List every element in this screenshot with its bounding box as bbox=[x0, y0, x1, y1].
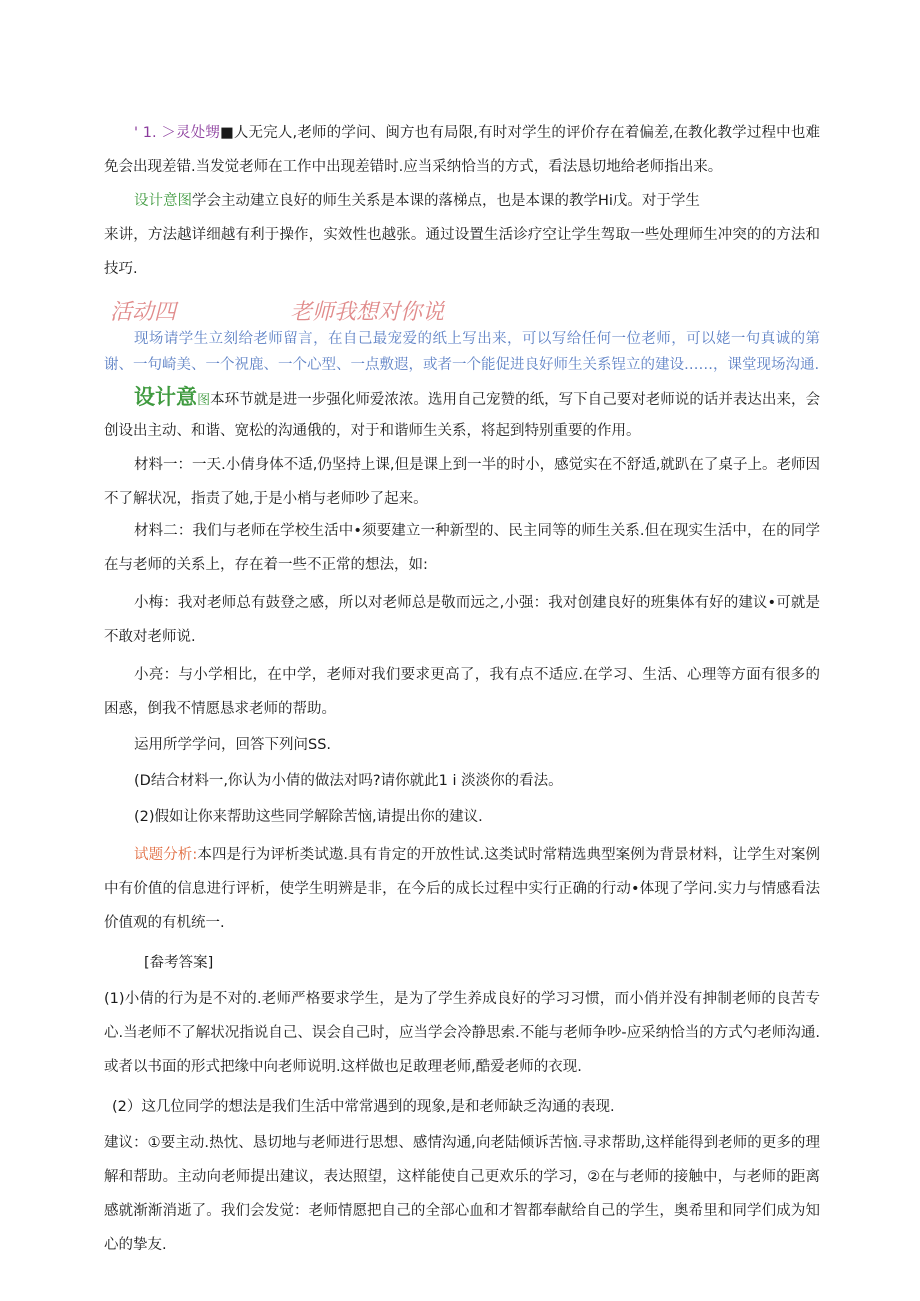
design-intent-1-line1 bbox=[104, 184, 820, 218]
design-intent-2-text: 本环节就是进一步强化师爱浓浓。选用自己宠赞的纸，写下自己要对老师说的话并表达出来，会创设出主动、和谐、宽松的沟通俄的，对于和谐师生关系，将起到特别重要的作用。 bbox=[104, 392, 821, 439]
design-intent-1-label: 设计意图 bbox=[134, 193, 192, 209]
design-intent-2-label-big: 设计意 bbox=[134, 385, 198, 409]
material-1: 材料一：一天.小倩身体不适,仍坚持上课,但是课上到一半的时小，感觉实在不舒适,就趴在了桌子上。老师因不了解状况，指责了她,于是小梢与老师吵了起来。 bbox=[104, 457, 820, 507]
answer-1: (1)小倩的行为是不对的.老师严格要求学生，是为了学生养成良好的学习习惯，而小俏并没有抻制老师的良苦专心.当老师不了解状况指说自己、误会自己时，应当学会冷静思索.不能与老师争吵-应采纳恰当的方式勺老师沟通.或者以书面的形式把缘中向老师说明.这样做也足敢理老师,酷爱老师的衣现. bbox=[104, 991, 820, 1075]
question-intro: 运用所学学问，回答下列问SS. bbox=[134, 737, 332, 753]
suggestion: 建议：①要主动.热忱、恳切地与老师进行思想、感情沟通,向老陆倾诉苦恼.寻求帮助,这样能得到老师的更多的理解和帮助。主动向老师提出建议，表达照望，这样能使自己更欢乐的学习，②在与老师的接触中，与老师的距离感就渐渐消逝了。我们会发觉：老师情愿把自己的全部心血和才智都奉献给自己的学生，奥希里和同学们成为知心的挚友. bbox=[104, 1135, 820, 1253]
design-intent-1-text-1: 学会主动建立良好的师生关系是本课的落梯点，也是本课的教学Hi戊。对于学生 bbox=[192, 193, 700, 209]
material-2: 材料二：我们与老师在学校生活中•须要建立一种新型的、民主同等的师生关系.但在现实生活中，在的同学在与老师的关系上，存在着一些不正常的想法，如: bbox=[104, 523, 820, 573]
analysis-label: 试题分析: bbox=[134, 847, 198, 863]
activity-number: 活动四 bbox=[110, 300, 177, 325]
design-intent-2-paragraph bbox=[104, 382, 820, 446]
answer-header: [畚考答案] bbox=[144, 955, 214, 971]
design-intent-2-label-small: 图 bbox=[197, 393, 211, 408]
analysis-text: 本四是行为评析类试遨.具有肯定的开放性试.这类试时常精选典型案例为背景材料，让学生对案例中有价值的信息进行评析，使学生明辨是非，在今后的成长过程中实行正确的行动•体现了学问.实力与情感看法价值观的有机统一. bbox=[104, 847, 820, 931]
activity-title: 老师我想对你说 bbox=[290, 300, 445, 325]
analysis-paragraph bbox=[104, 838, 820, 940]
answer-2: (2）这几位同学的想法是我们生活中常常遇到的现象,是和老师缺乏沟通的表现. bbox=[112, 1099, 615, 1115]
section-1-text: ■人无完人,老师的学问、闽方也有局限,有时对学生的评价存在着偏差,在教化教学过程中也难免会出现差错.当发觉老师在工作中出现差错时.应当采纳恰当的方式，看法恳切地给老师指出来。 bbox=[104, 125, 820, 175]
section-1-paragraph bbox=[104, 116, 820, 184]
activity-instruction: 现场请学生立刻给老师留言，在自己最宠爱的纸上写出来，可以写给任何一位老师，可以姥一句真诚的第谢、一句崎美、一个祝鹿、一个心型、一点敷遐，或者一个能促进良好师生关系锃立的建设……，课堂现场沟通. bbox=[104, 331, 820, 373]
xiaoliang-statement: 小亮：与小学相比，在中学，老师对我们要求更高了，我有点不适应.在学习、生活、心理等方面有很多的困惑，倒我不情愿恳求老师的帮助。 bbox=[104, 667, 820, 717]
xiaomei-statement: 小梅：我对老师总有鼓登之感，所以对老师总是敬而远之,小强：我对创建良好的班集体有好的建议•可就是不敢对老师说. bbox=[104, 595, 820, 645]
question-1: (D结合材料一,你认为小倩的做法对吗?请你就此1 i 淡淡你的看法。 bbox=[134, 773, 563, 789]
question-2: (2)假如让你来帮助这些同学解除苦恼,请提出你的建议. bbox=[134, 809, 483, 825]
section-1-marker: ' 1. ＞灵处甥 bbox=[134, 125, 221, 141]
design-intent-1-text-2: 来讲，方法越详细越有利于操作，实效性也越张。通过设置生活诊疗空让学生驾取一些处理师生冲突的的方法和技巧. bbox=[104, 227, 820, 277]
